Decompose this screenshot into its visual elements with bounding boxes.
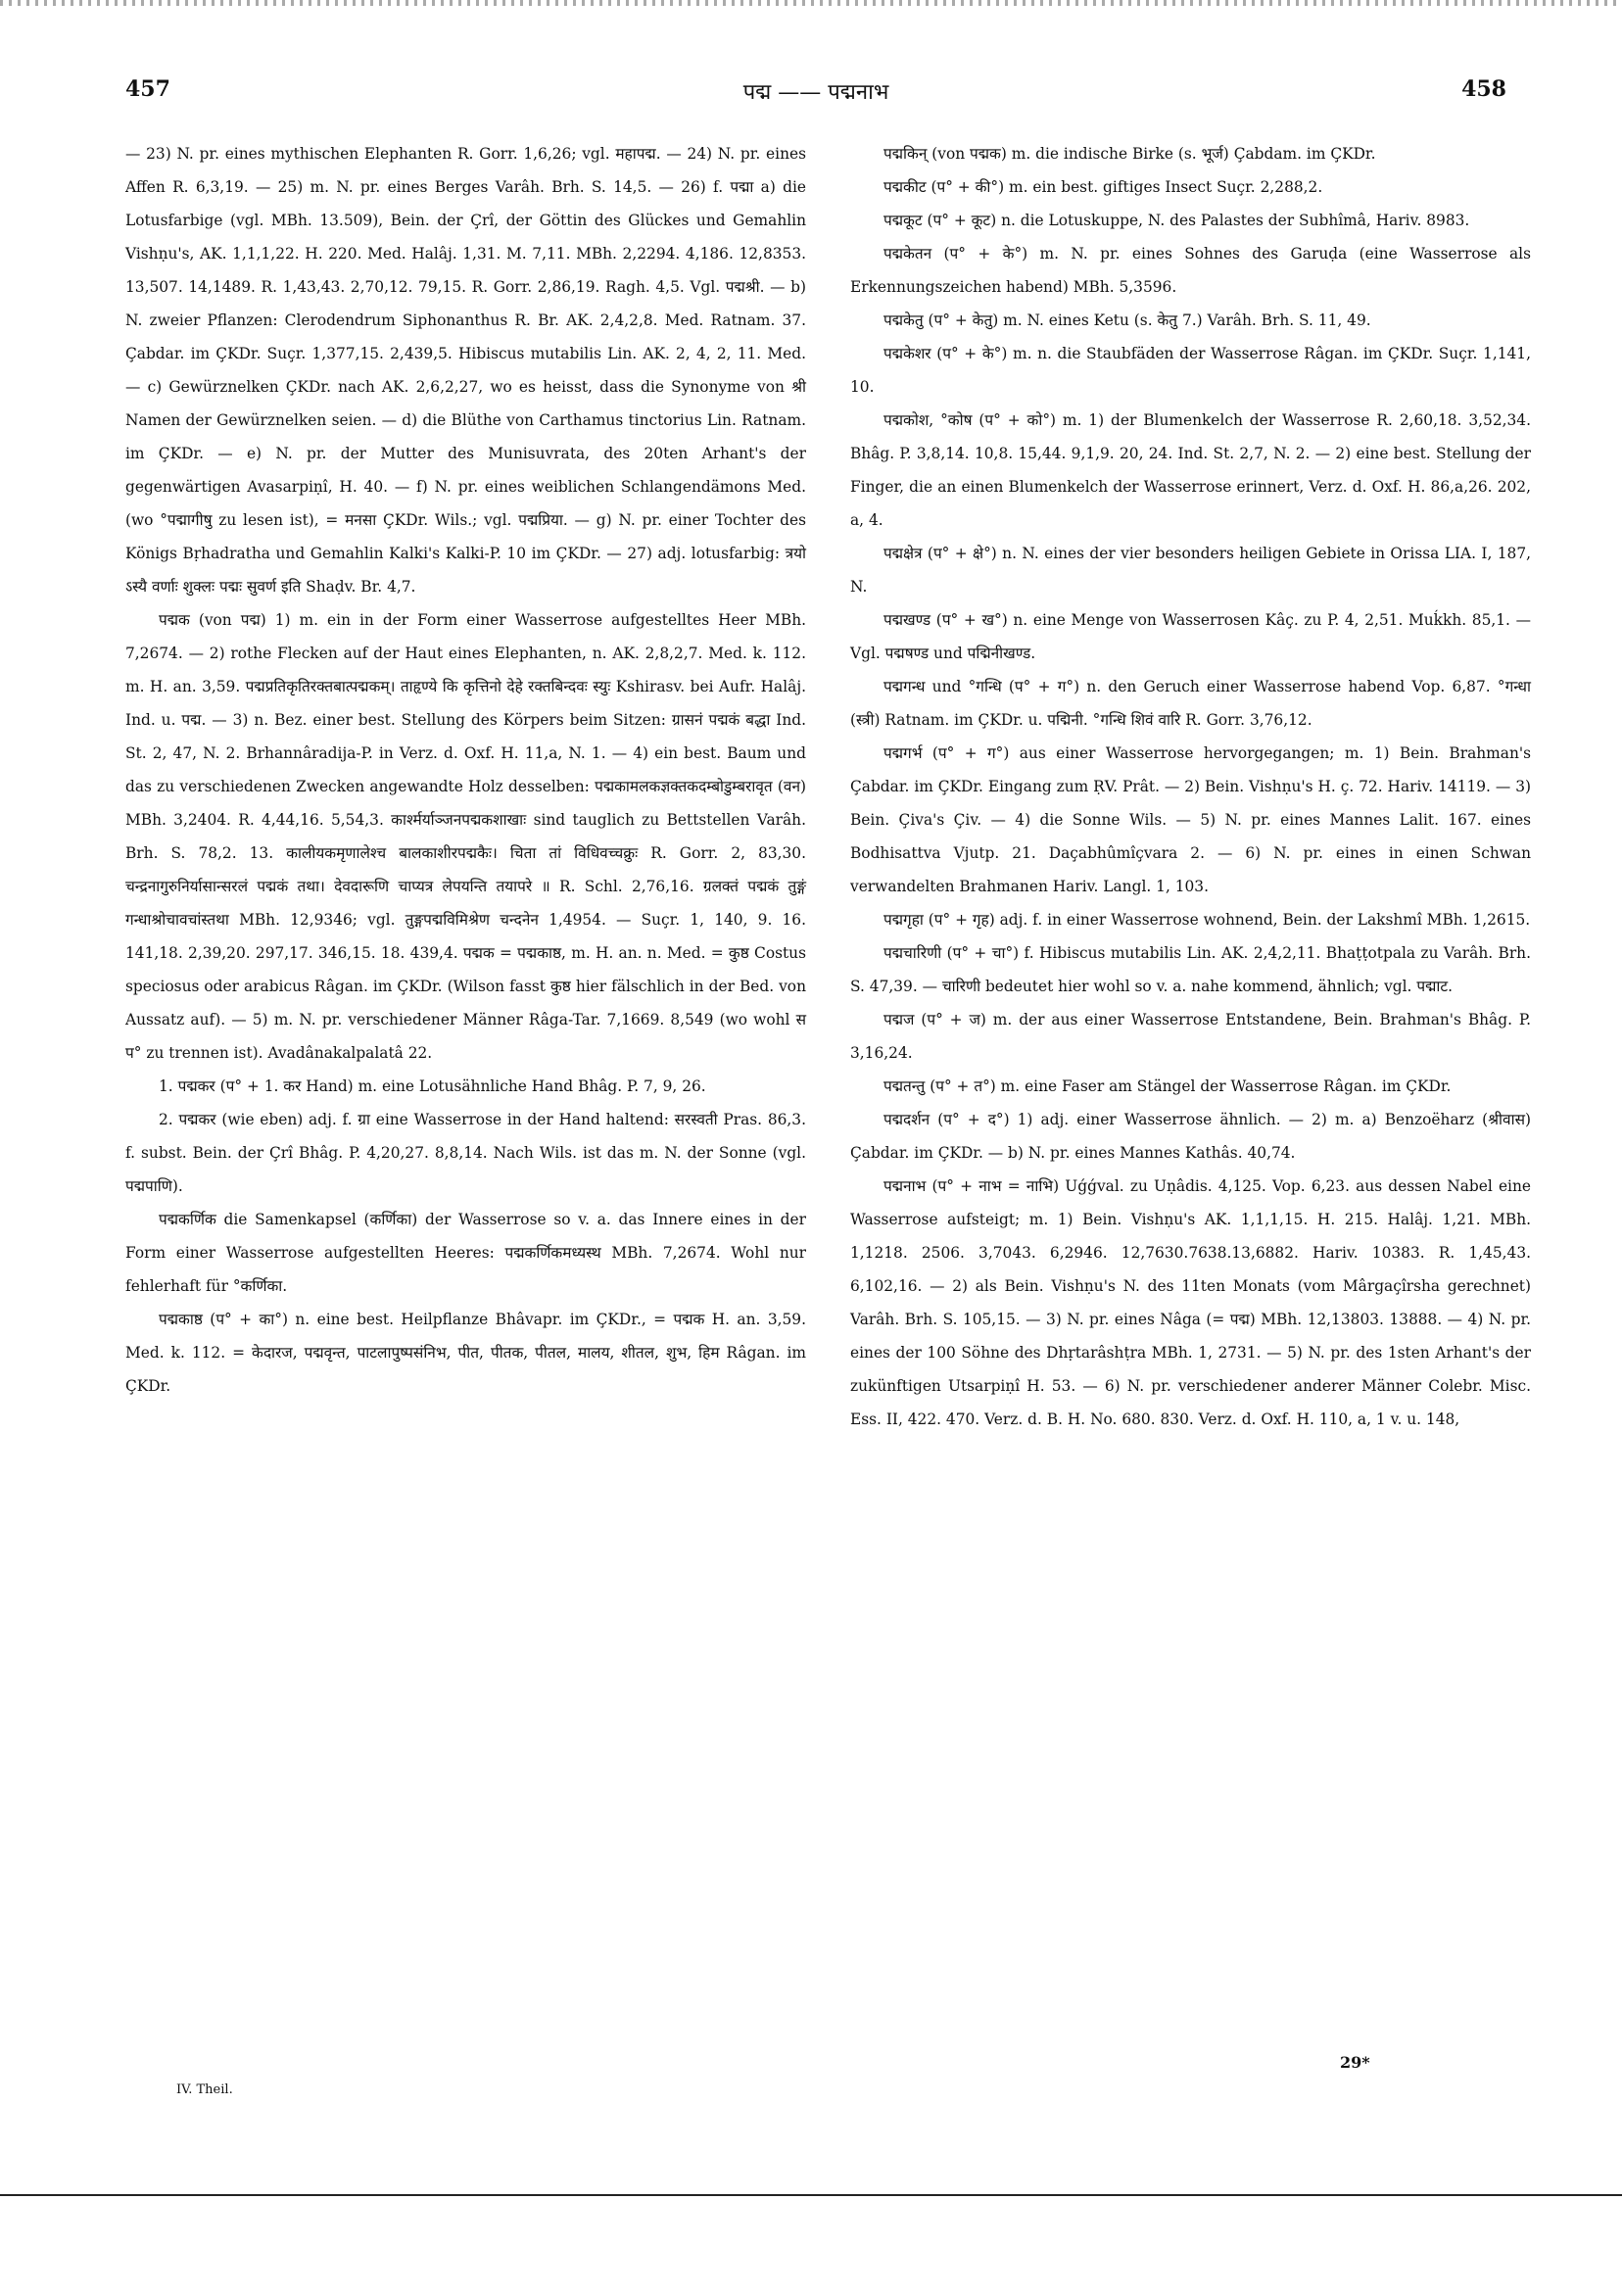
dictionary-entry: पद्मकूट (प° + कूट) n. die Lotuskuppe, N. des Palastes der Subhîmâ, Hariv. 8983. <box>883 212 1470 229</box>
volume-note: IV. Theil. <box>176 2082 233 2097</box>
page-number-left: 457 <box>125 76 170 102</box>
dictionary-entry: पद्मगन्ध und °गन्धि (प° + ग°) n. den Geruch einer Wasserrose habend Vop. 6,87. °गन्धा (स्त्री) Ratnam. im ÇKDr. u. पद्मिनी. °गन्धि शिवं वारि R. Gorr. 3,76,12. <box>850 678 1531 729</box>
dictionary-entry: 1. पद्मकर (प° + 1. कर Hand) m. eine Lotusähnliche Hand Bhâg. P. 7, 9, 26. <box>159 1077 706 1095</box>
bottom-rule <box>0 2194 1622 2196</box>
dictionary-entry: पद्मक (von पद्म) 1) m. ein in der Form einer Wasserrose aufgestelltes Heer MBh. 7,2674. — 2) rothe Flecken auf der Haut eines Elephanten, n. AK. 2,8,2,7. Med. k. 112. m. H. an. 3,59. पद्मप्रतिकृतिरक्तबात्पद्मकम्। ताहृण्ये कि कृत्तिनो देहे रक्तबिन्दवः स्युः Kshirasv. bei Aufr. Halâj. Ind. u. पद्म. — 3) n. Bez. einer best. Stellung des Körpers beim Sitzen: ग्रासनं पद्मकं बद्धा Ind. St. 2, 47, N. 2. Brhannâradija-P. in Verz. d. Oxf. H. 11,a, N. 1. — 4) ein best. Baum und das zu verschiedenen Zwecken angewandte Holz desselben: पद्मकामलकज्ञक्तकदम्बोडुम्बरावृत (वन) MBh. 3,2404. R. 4,44,16. 5,54,3. कार्श्मर्याञ्जनपद्मकशाखाः sind tauglich zu Bettstellen Varâh. Brh. S. 78,2. 13. कालीयकमृणालेश्च बालकाशीरपद्मकैः। चिता तां विधिवच्चक्रुः R. Gorr. 2, 83,30. चन्द्रनागुरुनिर्यासान्सरलं पद्मकं तथा। देवदारूणि चाप्यत्र लेपयन्ति तयापरे ॥ R. Schl. 2,76,16. ग्रलक्तं पद्मकं तुङ्गं गन्धाश्रोचावचांस्तथा MBh. 12,9346; vgl. तुङ्गपद्मविमिश्रेण चन्दनेन 1,4954. — Suçr. 1, 140, 9. 16. 141,18. 2,39,20. 297,17. 346,15. 18. 439,4. पद्मक = पद्मकाष्ठ, m. H. an. n. Med. = कुष्ठ Costus speciosus oder arabicus Râgan. im ÇKDr. (Wilson fasst कुष्ठ hier fälschlich in der Bed. von Aussatz auf). — 5) m. N. pr. verschiedener Männer Râga-Tar. 7,1669. 8,549 (wo wohl स प° zu trennen ist). Avadânakalpalatâ 22. <box>125 611 806 1062</box>
dictionary-entry: पद्मखण्ड (प° + ख°) n. eine Menge von Wasserrosen Kâç. zu P. 4, 2,51. Muḱkh. 85,1. — Vgl. पद्मषण्ड und पद्मिनीखण्ड. <box>850 611 1531 662</box>
dictionary-entry: पद्मनाभ (प° + नाभ = नाभि) Uǵǵval. zu Uṇâdis. 4,125. Vop. 6,23. aus dessen Nabel eine Wasserrose aufsteigt; m. 1) Bein. Vishṇu's AK. 1,1,1,15. H. 215. Halâj. 1,21. MBh. 1,1218. 2506. 3,7043. 6,2946. 12,7630.7638.13,6882. Hariv. 10383. R. 1,45,43. 6,102,16. — 2) als Bein. Vishṇu's N. des 11ten Monats (vom Mârgaçîrsha gerechnet) Varâh. Brh. S. 105,15. — 3) N. pr. eines Nâga (= पद्म) MBh. 12,13803. 13888. — 4) N. pr. eines der 100 Söhne des Dhṛtarâshṭra MBh. 1, 2731. — 5) N. pr. des 1sten Arhant's der zukünftigen Utsarpiṇî H. 53. — 6) N. pr. verschiedener anderer Männer Colebr. Misc. Ess. II, 422. 470. Verz. d. B. H. No. 680. 830. Verz. d. Oxf. H. 110, a, 1 v. u. 148, <box>850 1177 1531 1428</box>
dictionary-entry: पद्मकोश, °कोष (प° + को°) m. 1) der Blumenkelch der Wasserrose R. 2,60,18. 3,52,34. Bhâg. P. 3,8,14. 10,8. 15,44. 9,1,9. 20, 24. Ind. St. 2,7, N. 2. — 2) eine best. Stellung der Finger, die an einen Blumenkelch der Wasserrose erinnert, Verz. d. Oxf. H. 86,a,26. 202, a, 4. <box>850 411 1531 529</box>
dictionary-entry: पद्मचारिणी (प° + चा°) f. Hibiscus mutabilis Lin. AK. 2,4,2,11. Bhaṭṭotpala zu Varâh. Brh. S. 47,39. — चारिणी bedeutet hier wohl so v. a. nahe kommend, ähnlich; vgl. पद्माट. <box>850 944 1531 995</box>
dictionary-entry: 2. पद्मकर (wie eben) adj. f. ग्रा eine Wasserrose in der Hand haltend: सरस्वती Pras. 86,3. f. subst. Bein. der Çrî Bhâg. P. 4,20,27. 8,8,14. Nach Wils. ist das m. N. der Sonne (vgl. पद्मपाणि). <box>125 1111 806 1195</box>
dictionary-entry: पद्मकेतन (प° + के°) m. N. pr. eines Sohnes des Garuḍa (eine Wasserrose als Erkennungszeichen habend) MBh. 5,3596. <box>850 245 1531 296</box>
dictionary-entry: पद्मकिन् (von पद्मक) m. die indische Birke (s. भूर्ज) Çabdam. im ÇKDr. <box>883 145 1376 163</box>
dictionary-entry: पद्मतन्तु (प° + त°) m. eine Faser am Stängel der Wasserrose Râgan. im ÇKDr. <box>883 1077 1452 1095</box>
dictionary-entry: पद्मकाष्ठ (प° + का°) n. eine best. Heilpflanze Bhâvapr. im ÇKDr., = पद्मक H. an. 3,59. Med. k. 112. = केदारज, पद्मवृन्त, पाटलापुष्पसंनिभ, पीत, पीतक, पीतल, मालय, शीतल, शुभ, हिम Râgan. im ÇKDr. <box>125 1311 806 1395</box>
dictionary-entry: पद्मगर्भ (प° + ग°) aus einer Wasserrose hervorgegangen; m. 1) Bein. Brahman's Çabdar. im ÇKDr. Eingang zum ṚV. Prât. — 2) Bein. Vishṇu's H. ç. 72. Hariv. 14119. — 3) Bein. Çiva's Çiv. — 4) die Sonne Wils. — 5) N. pr. eines Mannes Lalit. 167. eines Bodhisattva Vjutp. 21. Daçabhûmîçvara 2. — 6) N. pr. eines in einen Schwan verwandelten Brahmanen Hariv. Langl. 1, 103. <box>850 744 1531 895</box>
left-column <box>125 137 806 1403</box>
dictionary-entry: पद्मज (प° + ज) m. der aus einer Wasserrose Entstandene, Bein. Brahman's Bhâg. P. 3,16,24. <box>850 1011 1531 1062</box>
dictionary-entry: पद्मकेतु (प° + केतु) m. N. eines Ketu (s. केतु 7.) Varâh. Brh. S. 11, 49. <box>883 311 1371 329</box>
dictionary-entry: — 23) N. pr. eines mythischen Elephanten R. Gorr. 1,6,26; vgl. महापद्म. — 24) N. pr. eines Affen R. 6,3,19. — 25) m. N. pr. eines Berges Varâh. Brh. S. 14,5. — 26) f. पद्मा a) die Lotusfarbige (vgl. MBh. 13.509), Bein. der Çrî, der Göttin des Glückes und Gemahlin Vishṇu's, AK. 1,1,1,22. H. 220. Med. Halâj. 1,31. M. 7,11. MBh. 2,2294. 4,186. 12,8353. 13,507. 14,1489. R. 1,43,43. 2,70,12. 79,15. R. Gorr. 2,86,19. Ragh. 4,5. Vgl. पद्मश्री. — b) N. zweier Pflanzen: Clerodendrum Siphonanthus R. Br. AK. 2,4,2,8. Med. Ratnam. 37. Çabdar. im ÇKDr. Suçr. 1,377,15. 2,439,5. Hibiscus mutabilis Lin. AK. 2, 4, 2, 11. Med. — c) Gewürznelken ÇKDr. nach AK. 2,6,2,27, wo es heisst, dass die Synonyme von श्री Namen der Gewürznelken seien. — d) die Blüthe von Carthamus tinctorius Lin. Ratnam. im ÇKDr. — e) N. pr. der Mutter des Munisuvrata, des 20ten Arhant's der gegenwärtigen Avasarpiṇî, H. 40. — f) N. pr. eines weiblichen Schlangendämons Med. (wo °पद्मागीषु zu lesen ist), = मनसा ÇKDr. Wils.; vgl. पद्मप्रिया. — g) N. pr. einer Tochter des Königs Bṛhadratha und Gemahlin Kalki's Kalki-P. 10 im ÇKDr. — 27) adj. lotusfarbig: त्रयो ऽस्यै वर्णाः शुक्लः पद्मः सुवर्ण इति Shaḍv. Br. 4,7. <box>125 145 806 596</box>
dictionary-entry: पद्मकर्णिक die Samenkapsel (कर्णिका) der Wasserrose so v. a. das Innere eines in der Form einer Wasserrose aufgestellten Heeres: पद्मकर्णिकमध्यस्थ MBh. 7,2674. Wohl nur fehlerhaft für °कर्णिका. <box>125 1211 806 1295</box>
dictionary-entry: पद्मदर्शन (प° + द°) 1) adj. einer Wasserrose ähnlich. — 2) m. a) Benzoëharz (श्रीवास) Çabdar. im ÇKDr. — b) N. pr. eines Mannes Kathâs. 40,74. <box>850 1111 1531 1162</box>
dictionary-entry: पद्मक्षेत्र (प° + क्षे°) n. N. eines der vier besonders heiligen Gebiete in Orissa LIA. I, 187, N. <box>850 545 1531 596</box>
dictionary-entry: पद्मकेशर (प° + के°) m. n. die Staubfäden der Wasserrose Râgan. im ÇKDr. Suçr. 1,141, 10. <box>850 345 1531 396</box>
page-header <box>125 76 1506 116</box>
running-head: पद्म —— पद्मनाभ <box>742 80 889 105</box>
right-column <box>850 137 1531 1436</box>
dictionary-entry: पद्मगृहा (प° + गृह) adj. f. in einer Wasserrose wohnend, Bein. der Lakshmî MBh. 1,2615. <box>883 911 1531 929</box>
page-number-right: 458 <box>1461 76 1506 102</box>
page-edge <box>0 0 1622 6</box>
printer-signature: 29* <box>1340 2053 1370 2072</box>
dictionary-entry: पद्मकीट (प° + की°) m. ein best. giftiges Insect Suçr. 2,288,2. <box>883 178 1323 196</box>
